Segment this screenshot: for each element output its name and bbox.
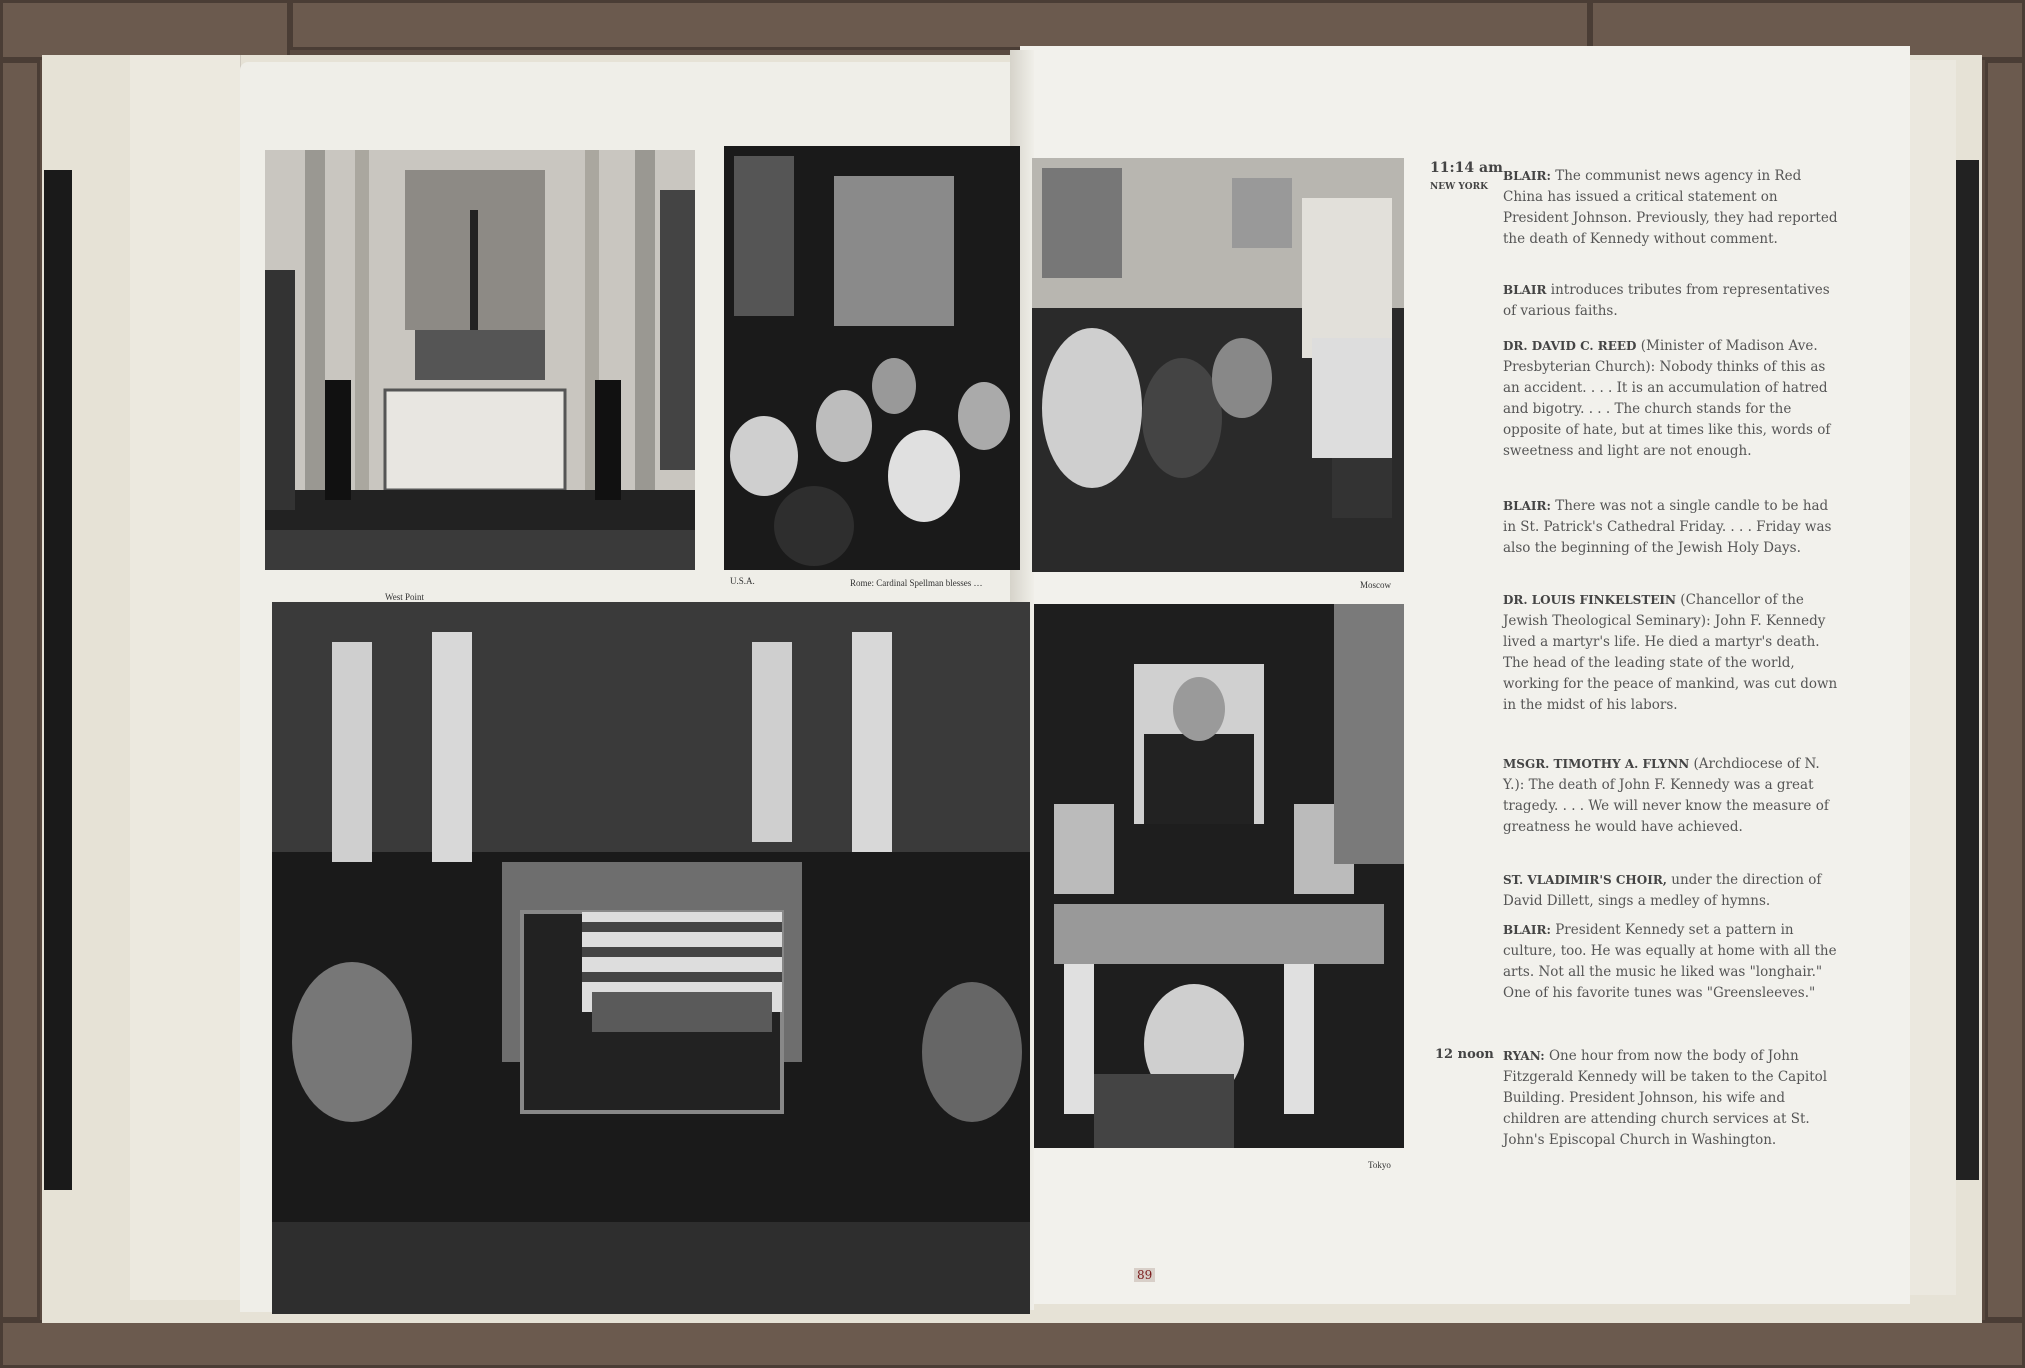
transcript-entry (1503, 336, 1841, 462)
speaker-name: BLAIR: (1503, 169, 1551, 183)
floor-tile (0, 60, 40, 1320)
transcript-entry (1503, 280, 1841, 322)
speaker-name: BLAIR: (1503, 923, 1551, 937)
place-new-york: NEW YORK (1430, 182, 1488, 192)
floor-tile (1985, 60, 2025, 1320)
speaker-name: BLAIR (1503, 283, 1547, 297)
entry-text: under the direction of David Dillett, sings a medley of hymns. (1503, 872, 1822, 909)
caption-tokyo: Tokyo (1368, 1160, 1391, 1170)
entry-text: President Kennedy set a pattern in culture, too. He was equally at home with all the arts. Not all the music he liked was "longhair." One of his favorite tunes was "Greensleeves." (1503, 922, 1837, 1001)
page-edges-left (130, 55, 241, 1300)
entry-text: (Archdiocese of N. Y.): The death of John F. Kennedy was a great tragedy. . . . We will never know the measure of greatness he would have achieved. (1503, 756, 1829, 835)
entry-text: There was not a single candle to be had in St. Patrick's Cathedral Friday. . . . Friday was also the beginning of the Jewish Holy Days. (1503, 498, 1832, 556)
timestamp-1114: 11:14 am (1430, 160, 1503, 176)
floor-tile (0, 0, 290, 60)
entry-text: (Chancellor of the Jewish Theological Seminary): John F. Kennedy lived a martyr's life. He died a martyr's death. The head of the leading state of the world, working for the peace of mankind, was cut down in the midst of his labors. (1503, 592, 1838, 713)
caption-rome: Rome: Cardinal Spellman blesses … (850, 578, 983, 588)
photo-moscow (1032, 158, 1404, 572)
caption-moscow: Moscow (1360, 580, 1391, 590)
transcript-entry (1503, 496, 1841, 559)
transcript-entry (1503, 870, 1841, 912)
entry-text: introduces tributes from representatives of various faiths. (1503, 282, 1830, 319)
speaker-name: DR. LOUIS FINKELSTEIN (1503, 593, 1676, 607)
timestamp-noon: 12 noon (1435, 1047, 1494, 1062)
transcript-entry (1503, 590, 1841, 716)
speaker-name: BLAIR: (1503, 499, 1551, 513)
photo-tokyo (1034, 604, 1404, 1148)
transcript-entry (1503, 166, 1841, 250)
transcript-entry (1503, 920, 1841, 1004)
page-number: 89 (1134, 1268, 1155, 1282)
photo-west-point (265, 150, 695, 570)
transcript-entry (1503, 1046, 1841, 1151)
cover-photo-strip (1955, 160, 1979, 1180)
entry-text: One hour from now the body of John Fitzgerald Kennedy will be taken to the Capitol Building. President Johnson, his wife and children are attending church services at St. John's Episcopal Church in Washington. (1503, 1048, 1828, 1148)
photo-usa (724, 146, 1020, 570)
entry-text: (Minister of Madison Ave. Presbyterian Church): Nobody thinks of this as an accident. . . . It is an accumulation of hatred and bigotry. . . . The church stands for the opposite of hate, but at times like this, words of sweetness and light are not enough. (1503, 338, 1831, 459)
speaker-name: DR. DAVID C. REED (1503, 339, 1637, 353)
transcript-entry (1503, 754, 1841, 838)
speaker-name: RYAN: (1503, 1049, 1545, 1063)
caption-usa: U.S.A. (730, 576, 755, 586)
speaker-name: ST. VLADIMIR'S CHOIR, (1503, 873, 1667, 887)
caption-west-point: West Point (385, 592, 425, 602)
floor-tile (290, 0, 1590, 50)
photo-rome-funeral (272, 602, 1030, 1314)
speaker-name: MSGR. TIMOTHY A. FLYNN (1503, 757, 1690, 771)
cover-photo-strip (44, 170, 72, 1190)
page-edges-right (1905, 60, 1956, 1295)
floor-tile (0, 1320, 2025, 1368)
entry-text: The communist news agency in Red China has issued a critical statement on President Johnson. Previously, they had reported the death of Kennedy without comment. (1503, 168, 1838, 247)
